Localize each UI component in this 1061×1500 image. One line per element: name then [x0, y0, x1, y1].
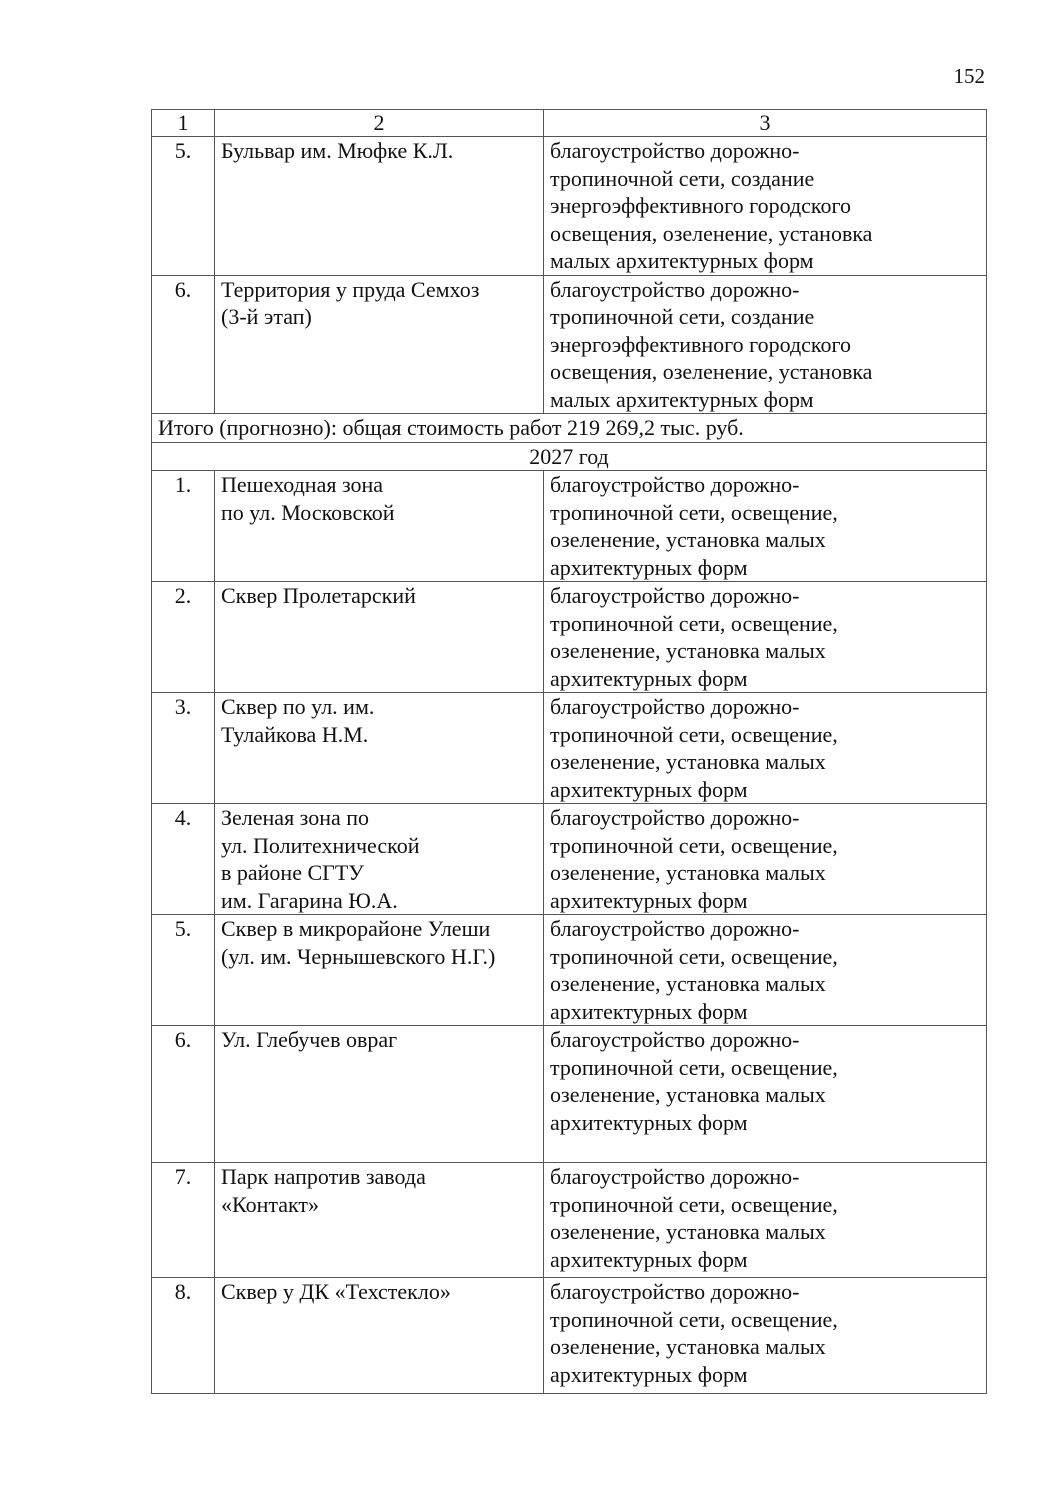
work-description-line: благоустройство дорожно-: [550, 138, 800, 163]
work-description-line: архитектурных форм: [550, 665, 748, 691]
object-name-line: Парк напротив завода: [221, 1164, 426, 1189]
header-col-3: 3: [544, 110, 987, 137]
object-name: [215, 137, 544, 276]
work-description-line: благоустройство дорожно-: [550, 1279, 800, 1304]
object-name: [215, 582, 544, 693]
work-description-line: малых архитектурных форм: [550, 248, 814, 273]
work-description-line: озеленение, установка малых: [550, 860, 826, 885]
work-description-line: благоустройство дорожно-: [550, 1027, 800, 1052]
table-row: [152, 915, 987, 1026]
work-description-line: архитектурных форм: [550, 1361, 748, 1387]
table-row: [152, 471, 987, 582]
row-number: 1.: [152, 471, 215, 582]
object-name: [215, 915, 544, 1026]
table-row: [152, 137, 987, 276]
row-number: 3.: [152, 693, 215, 804]
year-row: [152, 442, 987, 471]
object-name: [215, 1163, 544, 1278]
work-description-line: благоустройство дорожно-: [550, 472, 800, 497]
work-description-line: тропиночной сети, освещение,: [550, 832, 838, 858]
page-number: 152: [953, 64, 985, 88]
table-row: [152, 693, 987, 804]
work-description: [544, 137, 987, 276]
object-name-line: (3-й этап): [221, 304, 312, 329]
work-description-line: тропиночной сети, освещение,: [550, 610, 838, 636]
work-description-line: архитектурных форм: [550, 554, 748, 580]
work-description-line: озеленение, установка малых: [550, 527, 826, 552]
object-name-line: Пешеходная зона: [221, 472, 384, 497]
header-col-2: 2: [215, 110, 544, 137]
work-description-line: архитектурных форм: [550, 887, 748, 913]
object-name-line: Сквер по ул. им.: [221, 694, 375, 719]
table-header-row: [152, 110, 987, 137]
work-description-line: озеленение, установка малых: [550, 971, 826, 996]
object-name-line: по ул. Московской: [221, 499, 395, 525]
work-description: [544, 582, 987, 693]
work-description-line: тропиночной сети, освещение,: [550, 1191, 838, 1217]
work-description-line: тропиночной сети, освещение,: [550, 1306, 838, 1332]
object-name-line: (ул. им. Чернышевского Н.Г.): [221, 943, 496, 969]
work-description: [544, 1026, 987, 1163]
work-description-line: тропиночной сети, освещение,: [550, 499, 838, 525]
row-number: 5.: [152, 137, 215, 276]
work-description: [544, 915, 987, 1026]
work-description: [544, 1278, 987, 1394]
row-number: 6.: [152, 275, 215, 414]
object-name: [215, 275, 544, 414]
work-description-line: энергоэффективного городского: [550, 331, 851, 357]
object-name-line: Ул. Глебучев овраг: [221, 1027, 398, 1052]
work-description-line: архитектурных форм: [550, 1246, 748, 1272]
work-description-line: малых архитектурных форм: [550, 386, 814, 412]
work-description-line: благоустройство дорожно-: [550, 805, 800, 830]
work-description-line: архитектурных форм: [550, 1109, 748, 1135]
table-row: [152, 1026, 987, 1163]
work-description-line: тропиночной сети, создание: [550, 165, 815, 191]
object-name-line: в районе СГТУ: [221, 860, 364, 885]
work-description-line: энергоэффективного городского: [550, 193, 851, 218]
work-description: [544, 804, 987, 915]
work-description-line: освещения, озеленение, установка: [550, 220, 873, 246]
year-heading: 2027 год: [152, 442, 987, 471]
object-name-line: ул. Политехнической: [221, 832, 420, 858]
work-description-line: архитектурных форм: [550, 776, 748, 802]
total-cost-text: Итого (прогнозно): общая стоимость работ 219 269,2 тыс. руб.: [152, 414, 987, 443]
object-name-line: Сквер у ДК «Техстекло»: [221, 1279, 451, 1304]
work-description-line: озеленение, установка малых: [550, 749, 826, 774]
work-description: [544, 693, 987, 804]
object-name-line: Территория у пруда Семхоз: [221, 276, 480, 302]
work-description-line: озеленение, установка малых: [550, 1334, 826, 1359]
work-description-line: освещения, озеленение, установка: [550, 359, 873, 384]
object-name-line: Сквер в микрорайоне Улеши: [221, 916, 491, 941]
object-name-line: им. Гагарина Ю.А.: [221, 887, 398, 913]
work-description-line: благоустройство дорожно-: [550, 1164, 800, 1189]
work-description: [544, 1163, 987, 1278]
object-name: [215, 693, 544, 804]
object-name-line: Тулайкова Н.М.: [221, 721, 369, 747]
table-row: [152, 275, 987, 414]
header-col-1: 1: [152, 110, 215, 137]
work-description-line: архитектурных форм: [550, 998, 748, 1024]
work-description: [544, 275, 987, 414]
work-description-line: благоустройство дорожно-: [550, 583, 800, 608]
total-row: [152, 414, 987, 443]
table-row: [152, 1163, 987, 1278]
improvement-table: [151, 109, 987, 1394]
object-name-line: «Контакт»: [221, 1191, 320, 1217]
row-number: 8.: [152, 1278, 215, 1394]
row-number: 5.: [152, 915, 215, 1026]
table-row: [152, 582, 987, 693]
object-name: [215, 471, 544, 582]
object-name: [215, 1278, 544, 1394]
row-number: 7.: [152, 1163, 215, 1278]
object-name: [215, 804, 544, 915]
work-description-line: тропиночной сети, освещение,: [550, 1054, 838, 1080]
table-row: [152, 1278, 987, 1394]
object-name-line: Сквер Пролетарский: [221, 583, 416, 608]
work-description-line: тропиночной сети, освещение,: [550, 943, 838, 969]
work-description: [544, 471, 987, 582]
work-description-line: тропиночной сети, освещение,: [550, 721, 838, 747]
work-description-line: тропиночной сети, создание: [550, 304, 815, 329]
row-number: 6.: [152, 1026, 215, 1163]
table-row: [152, 804, 987, 915]
row-number: 4.: [152, 804, 215, 915]
work-description-line: благоустройство дорожно-: [550, 276, 800, 302]
work-description-line: озеленение, установка малых: [550, 1219, 826, 1244]
work-description-line: озеленение, установка малых: [550, 638, 826, 663]
work-description-line: озеленение, установка малых: [550, 1082, 826, 1107]
object-name: [215, 1026, 544, 1163]
row-number: 2.: [152, 582, 215, 693]
object-name-line: Бульвар им. Мюфке К.Л.: [221, 138, 454, 163]
object-name-line: Зеленая зона по: [221, 805, 370, 830]
work-description-line: благоустройство дорожно-: [550, 694, 800, 719]
work-description-line: благоустройство дорожно-: [550, 916, 800, 941]
